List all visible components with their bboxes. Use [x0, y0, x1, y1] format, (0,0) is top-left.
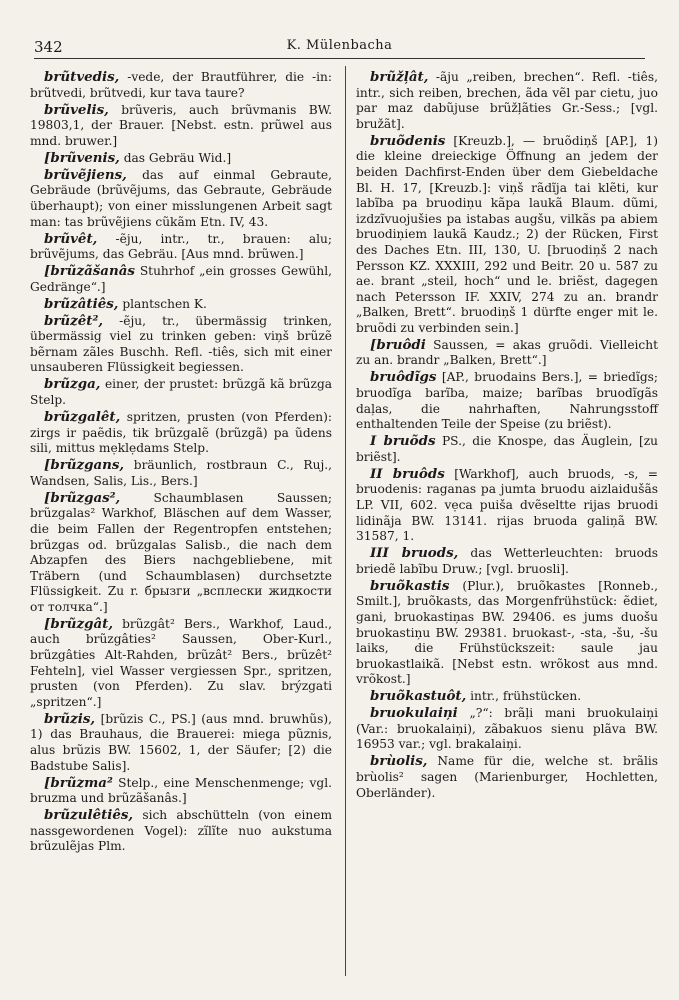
entry-text: sich abschütteln (von einem nassgewordenen Vogel): zĩlĩte nuo aukstuma brũzulẽjas Plm. [30, 808, 333, 854]
entry-text: (Plur.), bruõkastes [Ronneb., Smilt.], bruõkasts, das Morgenfrühstück: ẽdiet, gani, bruokastiņas BW. 29406. es jums duošu bruokastiņu BW. 29381. bruokast-, -sta, -šu, -šu laiks, die Frühstückszeit: saule jau bruokastlaikã. [Nebst estn. wrõkost aus mnd. vrõkost.] [356, 578, 658, 687]
dictionary-entry [356, 338, 658, 369]
dictionary-entry [30, 103, 332, 150]
entry-text: Stelp., eine Menschenmenge; vgl. bruzma und brũzãšanâs.] [30, 775, 332, 806]
dictionary-entry [356, 134, 658, 337]
entry-headword: [brũzgans, [44, 457, 125, 474]
right-column [356, 70, 658, 803]
entry-headword: III bruods, [370, 545, 459, 562]
entry-text: brũzgât² Bers., Warkhof, Laud., auch brũzgâties² Saussen, Ober-Kurl., brũzgâties Alt-Rahden, brũzât² Bers., brũzêt² Fehteln], viel Wasser vergiessen Spr., spritzen, prusten (von Pferden). Zu slav. brýzgati „spritzen“.] [30, 616, 332, 709]
dictionary-entry [30, 458, 332, 489]
dictionary-entry [30, 410, 332, 457]
page-number: 342 [34, 38, 63, 56]
dictionary-entry [356, 689, 658, 705]
entry-text: das Gebräu Wid.] [123, 150, 232, 165]
entry-headword: brùolis, [370, 753, 428, 770]
dictionary-entry [30, 232, 332, 263]
entry-text: „?“: brãļi mani bruokulaiņi (Var.: bruokalaiņi), zãbakuos sienu plãva BW. 16953 var.; vgl. brakalaiņi. [356, 706, 658, 752]
dictionary-entry [356, 70, 658, 132]
dictionary-entry [30, 377, 332, 408]
running-title: K. Mülenbacha [286, 38, 393, 53]
entry-text: -ẽju, tr., übermässig trinken, übermässig viel zu trinken geben: viņš brũzẽ bẽrnam zãles Buschh. Refl. -tiês, sich mit einer unsauberen Flüssigkeit begiessen. [30, 313, 333, 375]
entry-text: -ẽju, intr., tr., brauen: alu; brũvẽjums, das Gebräu. [Aus mnd. brũwen.] [30, 231, 333, 262]
entry-text: spritzen, prusten (von Pferden): zirgs ir paẽdis, tik brũzgalẽ (brũzgã) pa ũdens sili, mittus mẹklẹdams Stelp. [30, 409, 333, 456]
entry-headword: brũvẽjiens, [44, 166, 127, 183]
entry-text: PS., die Knospe, das Äuglein, [zu briẽst]. [356, 434, 658, 464]
entry-headword: [bruôdi [370, 336, 426, 353]
entry-headword: brũvelis, [44, 101, 109, 118]
entry-headword: I bruõds [370, 433, 436, 450]
dictionary-entry [30, 151, 332, 167]
entry-text: -vede, der Brautführer, die -in: brũtvedi, brũtvedi, kur tava taure? [30, 70, 333, 100]
dictionary-entry [30, 297, 332, 313]
dictionary-entry [30, 776, 332, 807]
entry-text: intr., frühstücken. [470, 689, 582, 704]
entry-headword: brũzgalêt, [44, 408, 121, 425]
dictionary-entry [30, 264, 332, 295]
entry-headword: brũzis, [44, 710, 96, 727]
entry-text: [Warkhof], auch bruods, -s, = bruodenis: raganas pa jumta bruodu aizlaidušãs LP. VII, 602. vẹca puiša dvẽseltte rijas bruodi lidinãja BW. 13141. rijas bruoda galiņã BW. 31587, 1. [356, 466, 658, 544]
entry-headword: [brũzgât, [44, 615, 113, 632]
dictionary-entry [30, 314, 332, 376]
dictionary-entry [30, 70, 332, 101]
entry-headword: brũzulêtiês, [44, 807, 134, 824]
entry-text: Schaumblasen Saussen; brũzgalas² Warkhof, Bläschen auf dem Wasser, die beim Fallen der Regentropfen entstehen; brũzgas od. brũzgalas Salisb., die nach dem Abzapfen des Biers nachgebliebene, mit Träbern (und Schaumblasen) durchsetzte Flüssigkeit. Zu r. брызги „всплески жидкости от толчка“.] [30, 490, 333, 614]
entry-headword: bruõkastis [370, 577, 450, 594]
entry-text: plantschen K. [122, 296, 207, 311]
entry-headword: bruõkastuôt, [370, 688, 467, 705]
dictionary-entry [356, 579, 658, 688]
entry-text: einer, der prustet: brũzgã kã brũzga Stelp. [30, 377, 333, 407]
dictionary-entry [356, 754, 658, 801]
dictionary-entry [356, 434, 658, 465]
entry-headword: brũzêt², [44, 312, 103, 329]
entry-text: das auf einmal Gebraute, Gebräude (brũvẽjums, das Gebraute, Gebräude überhaupt); von einer misslungenen Arbeit sagt man: tas brũvẽjiens cũkãm Etn. IV, 43. [30, 167, 332, 229]
column-divider [345, 66, 346, 976]
dictionary-entry [30, 168, 332, 230]
entry-headword: II bruôds [370, 465, 445, 482]
entry-text: Saussen, = akas gruõdi. Vielleicht zu an. brandr „Balken, Brett“.] [356, 337, 659, 368]
entry-headword: [brũzãšanâs [44, 263, 135, 280]
entry-headword: bruõdenis [370, 132, 446, 149]
dictionary-entry [30, 712, 332, 774]
entry-headword: brũzga, [44, 376, 101, 393]
entry-text: [AP., bruodains Bers.], = briedĩgs; bruodĩga barĩba, maize; barĩbas bruodĩgãs daļas, die nahrhaften, Nahrungsstoff enthaltenden Teile der Speise (zu briẽst). [356, 370, 658, 432]
dictionary-entry [356, 370, 658, 432]
dictionary-entry [356, 546, 658, 577]
entry-text: das Wetterleuchten: bruods briedẽ labĩbu Druw.; [vgl. bruosli]. [356, 546, 659, 576]
dictionary-entry [30, 617, 332, 711]
entry-headword: [brũvenis, [44, 149, 120, 166]
page-header [34, 38, 645, 59]
entry-headword: brũzâtiês, [44, 295, 119, 312]
dictionary-entry [356, 706, 658, 753]
entry-text: [brũzis C., PS.] (aus mnd. bruwhũs), 1) das Brauhaus, die Brauerei: miega pũznis, alus brũzis BW. 15602, 1, der Säufer; [2) die Badstube Salis]. [30, 711, 332, 773]
entry-headword: brũtvedis, [44, 69, 120, 85]
dictionary-entry [30, 491, 332, 616]
entry-headword: brũvêt, [44, 230, 98, 247]
entry-headword: bruôdĩgs [370, 369, 437, 386]
entry-headword: [brũzma² [44, 774, 113, 791]
dictionary-entry [30, 808, 332, 855]
dictionary-entry [356, 467, 658, 545]
entry-headword: [brũzgas², [44, 489, 121, 506]
entry-text: -ãju „reiben, brechen“. Refl. -tiês, intr., sich reiben, brechen, ãda vẽl par cietu, juo par maz dabũjuse brũžļãties Gr.-Sess.; [vgl. bružãt]. [356, 70, 659, 131]
entry-headword: bruokulaiņi [370, 705, 458, 722]
left-column [30, 70, 332, 856]
entry-text: brũveris, auch brũvmanis BW. 19803,1, der Brauer. [Nebst. estn. prũwel aus mnd. bruwer.] [30, 102, 332, 148]
entry-text: [Kreuzb.], — bruõdiņš [AP.], 1) die kleine dreieckige Öffnung an jedem der beiden Dachfirst-Enden über dem Giebeldache Bl. H. 17, [Kreuzb.]: viņš rãdĩja tai klẽti, kur labĩba pa bruodiņu kãpa laukã Blaum. dũmi, izdzĩvuojušies pa istabas augšu, vilkãs pa abiem bruodiņiem laukã Kaudz.; 2) der Rücken, First des Daches Etn. III, 130, U. [bruodiņš 2 nach Persson KZ. XXXIII, 292 und Beitr. 20 u. 587 zu ae. brant „steil, hoch“ und le. briẽst, dagegen nach Petersson IF. XXIV, 274 zu an. brandr „Balken, Brett“. bruodiņš 1 dürfte enger mit le. bruõdi zu verbinden sein.] [356, 133, 658, 335]
entry-text: Stuhrhof „ein grosses Gewühl, Gedränge“.] [30, 264, 333, 294]
entry-text: Name für die, welche st. brãlis brùolis² sagen (Marienburger, Hochletten, Oberländer). [356, 754, 659, 800]
entry-text: bräunlich, rostbraun C., Ruj., Wandsen, Salis, Lis., Bers.] [30, 458, 332, 488]
entry-headword: brũžļât, [370, 69, 429, 85]
